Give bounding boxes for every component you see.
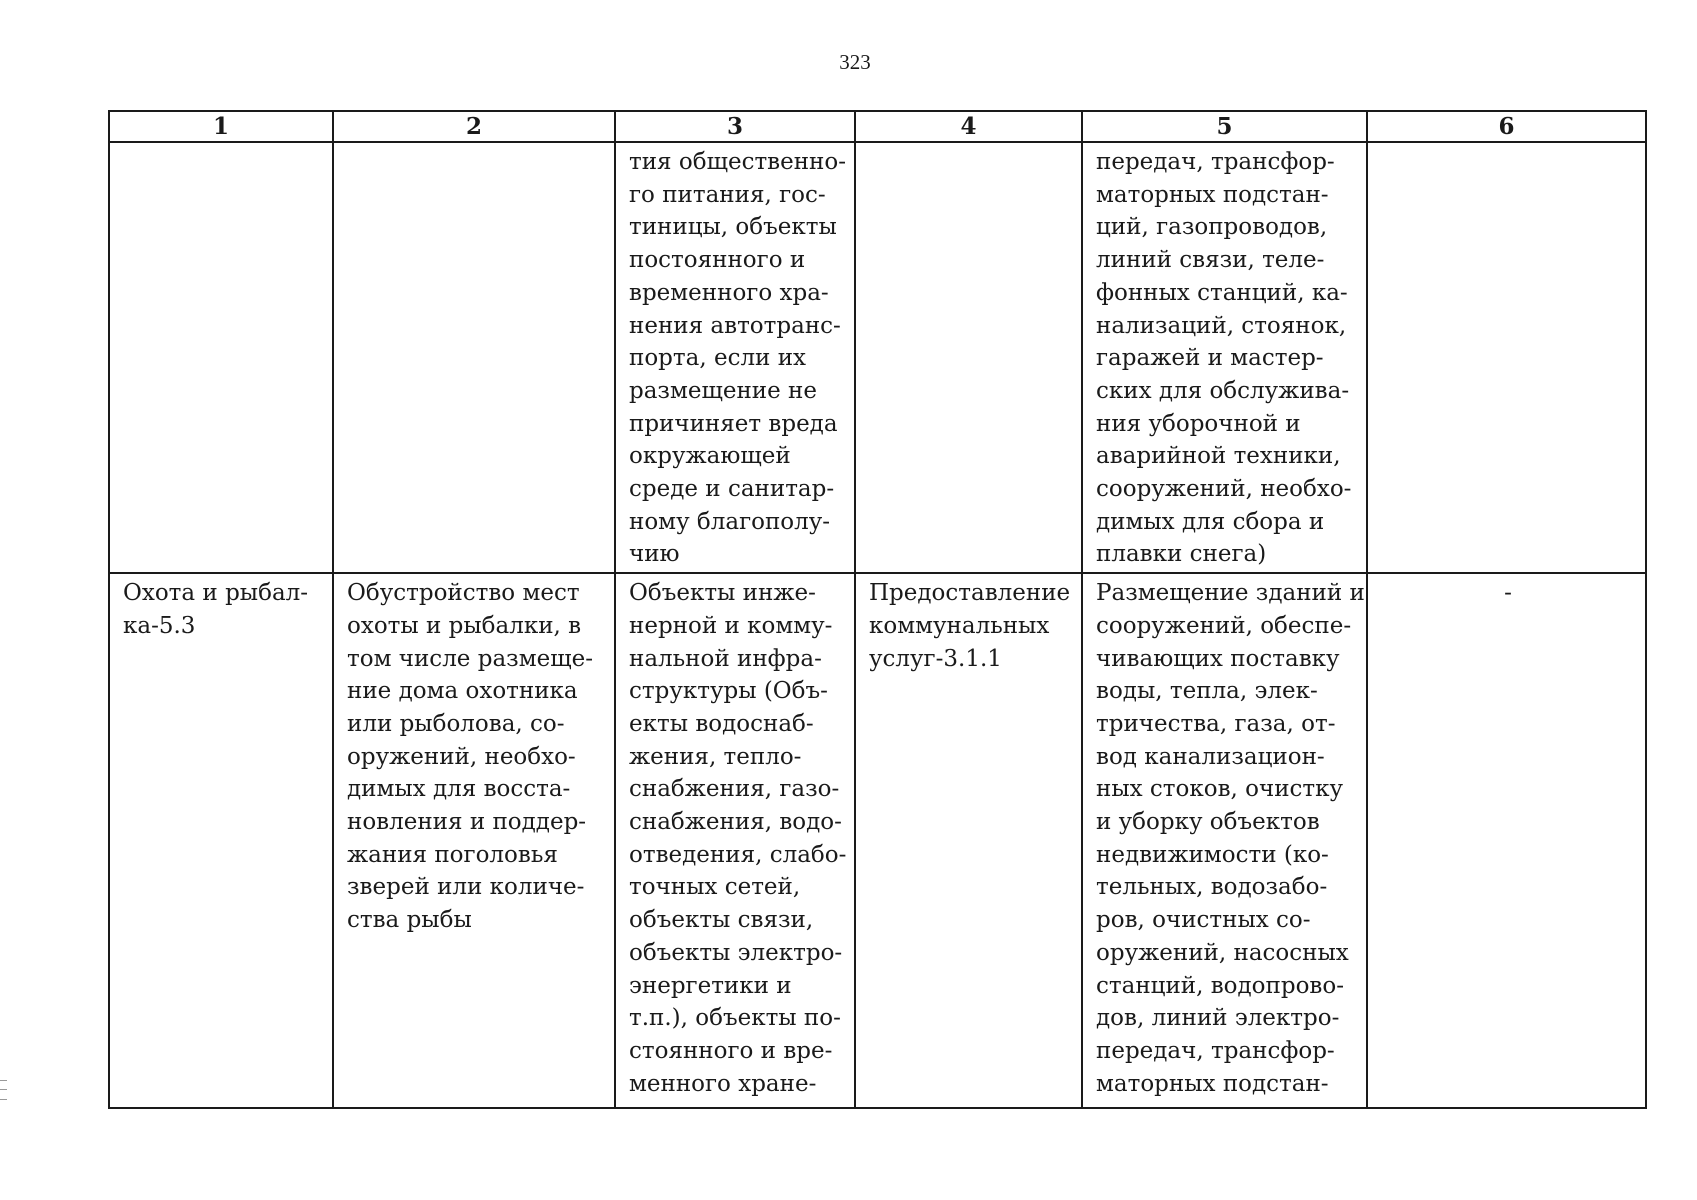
table-cell bbox=[615, 573, 855, 1108]
cell-line: маторных подстан- bbox=[1096, 1070, 1329, 1097]
table-cell bbox=[855, 142, 1082, 573]
cell-line: тельных, водозабо- bbox=[1096, 874, 1328, 901]
table-cell bbox=[1367, 142, 1646, 573]
cell-line: нальной инфра- bbox=[629, 645, 822, 672]
table-cell bbox=[109, 573, 333, 1108]
cell-line: ских для обслужива- bbox=[1096, 377, 1350, 404]
cell-line: - bbox=[1504, 580, 1512, 607]
table-cell bbox=[333, 573, 615, 1108]
cell-line: Размещение зданий и bbox=[1096, 580, 1365, 607]
cell-line: сооружений, обеспе- bbox=[1096, 612, 1352, 639]
table-row bbox=[109, 142, 1646, 573]
cell-line: чивающих поставку bbox=[1096, 645, 1340, 672]
cell-line: тричества, газа, от- bbox=[1096, 710, 1336, 737]
table-cell bbox=[1367, 573, 1646, 1108]
cell-line: вод канализацион- bbox=[1096, 743, 1325, 770]
column-header-1: 1 bbox=[109, 111, 333, 142]
cell-line: снабжения, водо- bbox=[629, 809, 842, 836]
cell-line: новления и поддер- bbox=[347, 809, 587, 836]
cell-line: ных стоков, очистку bbox=[1096, 776, 1344, 803]
cell-line: го питания, гос- bbox=[629, 181, 826, 208]
column-header-3: 3 bbox=[615, 111, 855, 142]
cell-line: нерной и комму- bbox=[629, 612, 833, 639]
cell-line: Объекты инже- bbox=[629, 580, 816, 607]
cell-line: среде и санитар- bbox=[629, 476, 835, 503]
cell-line: ства рыбы bbox=[347, 907, 472, 934]
cell-line: тия общественно- bbox=[629, 149, 847, 175]
cell-line: гаражей и мастер- bbox=[1096, 345, 1324, 372]
table-cell bbox=[109, 142, 333, 573]
cell-line: отведения, слабо- bbox=[629, 841, 847, 868]
cell-line: постоянного и bbox=[629, 247, 806, 274]
cell-line: точных сетей, bbox=[629, 874, 801, 901]
cell-line: маторных подстан- bbox=[1096, 181, 1329, 208]
table-header-row bbox=[109, 111, 1646, 142]
cell-line: екты водоснаб- bbox=[629, 710, 814, 737]
column-header-6: 6 bbox=[1367, 111, 1646, 142]
cell-line: недвижимости (ко- bbox=[1096, 841, 1329, 868]
cell-line: ров, очистных со- bbox=[1096, 907, 1311, 934]
cell-line: передач, трансфор- bbox=[1096, 1037, 1335, 1064]
table-cell bbox=[333, 142, 615, 573]
cell-line: оружений, необхо- bbox=[347, 743, 576, 770]
data-table bbox=[108, 110, 1647, 1109]
cell-line: охоты и рыбалки, в bbox=[347, 612, 582, 639]
cell-line: аварийной техники, bbox=[1096, 443, 1341, 470]
cell-line: линий связи, теле- bbox=[1096, 247, 1325, 274]
cell-line: менного хране- bbox=[629, 1070, 817, 1097]
cell-line: порта, если их bbox=[629, 345, 807, 372]
cell-line: Обустройство мест bbox=[347, 580, 580, 607]
table-cell bbox=[855, 573, 1082, 1108]
cell-line: дов, линий электро- bbox=[1096, 1005, 1340, 1032]
cell-line: т.п.), объекты по- bbox=[629, 1005, 841, 1032]
table-cell bbox=[615, 142, 855, 573]
cell-line: ние дома охотника bbox=[347, 678, 578, 705]
column-header-5: 5 bbox=[1082, 111, 1367, 142]
cell-line: размещение не bbox=[629, 377, 817, 404]
cell-line: оружений, насосных bbox=[1096, 939, 1349, 966]
table-row bbox=[109, 573, 1646, 1108]
cell-line: объекты электро- bbox=[629, 939, 843, 966]
column-header-4: 4 bbox=[855, 111, 1082, 142]
page-number: 323 bbox=[839, 50, 871, 74]
cell-line: воды, тепла, элек- bbox=[1096, 678, 1318, 705]
scan-margin-mark bbox=[0, 1080, 7, 1100]
cell-line: нализаций, стоянок, bbox=[1096, 312, 1347, 339]
table-cell bbox=[1082, 573, 1367, 1108]
column-header-2: 2 bbox=[333, 111, 615, 142]
cell-line: том числе размеще- bbox=[347, 645, 593, 672]
cell-line: димых для восста- bbox=[347, 776, 571, 803]
cell-line: жания поголовья bbox=[347, 841, 558, 868]
cell-line: окружающей bbox=[629, 443, 791, 470]
cell-line: зверей или количе- bbox=[347, 874, 585, 901]
cell-line: димых для сбора и bbox=[1096, 508, 1325, 535]
cell-line: и уборку объектов bbox=[1096, 809, 1320, 836]
cell-line: Предоставление bbox=[869, 580, 1071, 607]
cell-line: ка-5.3 bbox=[123, 612, 196, 639]
cell-line: снабжения, газо- bbox=[629, 776, 840, 803]
cell-line: объекты связи, bbox=[629, 907, 814, 934]
cell-line: энергетики и bbox=[629, 972, 792, 999]
cell-line: стоянного и вре- bbox=[629, 1037, 833, 1064]
cell-line: Охота и рыбал- bbox=[123, 580, 309, 607]
cell-line: ному благополу- bbox=[629, 508, 831, 535]
cell-line: ния уборочной и bbox=[1096, 410, 1301, 437]
cell-line: коммунальных bbox=[869, 612, 1050, 639]
cell-line: услуг-3.1.1 bbox=[869, 645, 1002, 672]
cell-line: тиницы, объекты bbox=[629, 214, 837, 241]
cell-line: или рыболова, со- bbox=[347, 710, 565, 737]
cell-line: причиняет вреда bbox=[629, 410, 838, 437]
cell-line: жения, тепло- bbox=[629, 743, 802, 770]
cell-line: сооружений, необхо- bbox=[1096, 476, 1352, 503]
cell-line: ций, газопроводов, bbox=[1096, 214, 1328, 241]
cell-line: фонных станций, ка- bbox=[1096, 279, 1348, 306]
cell-line: плавки снега) bbox=[1096, 541, 1267, 568]
cell-line: нения автотранс- bbox=[629, 312, 841, 339]
cell-line: станций, водопрово- bbox=[1096, 972, 1344, 999]
cell-line: чию bbox=[629, 541, 680, 568]
cell-line: структуры (Объ- bbox=[629, 678, 828, 705]
table-cell bbox=[1082, 142, 1367, 573]
cell-line: передач, трансфор- bbox=[1096, 149, 1335, 175]
cell-line: временного хра- bbox=[629, 279, 829, 306]
